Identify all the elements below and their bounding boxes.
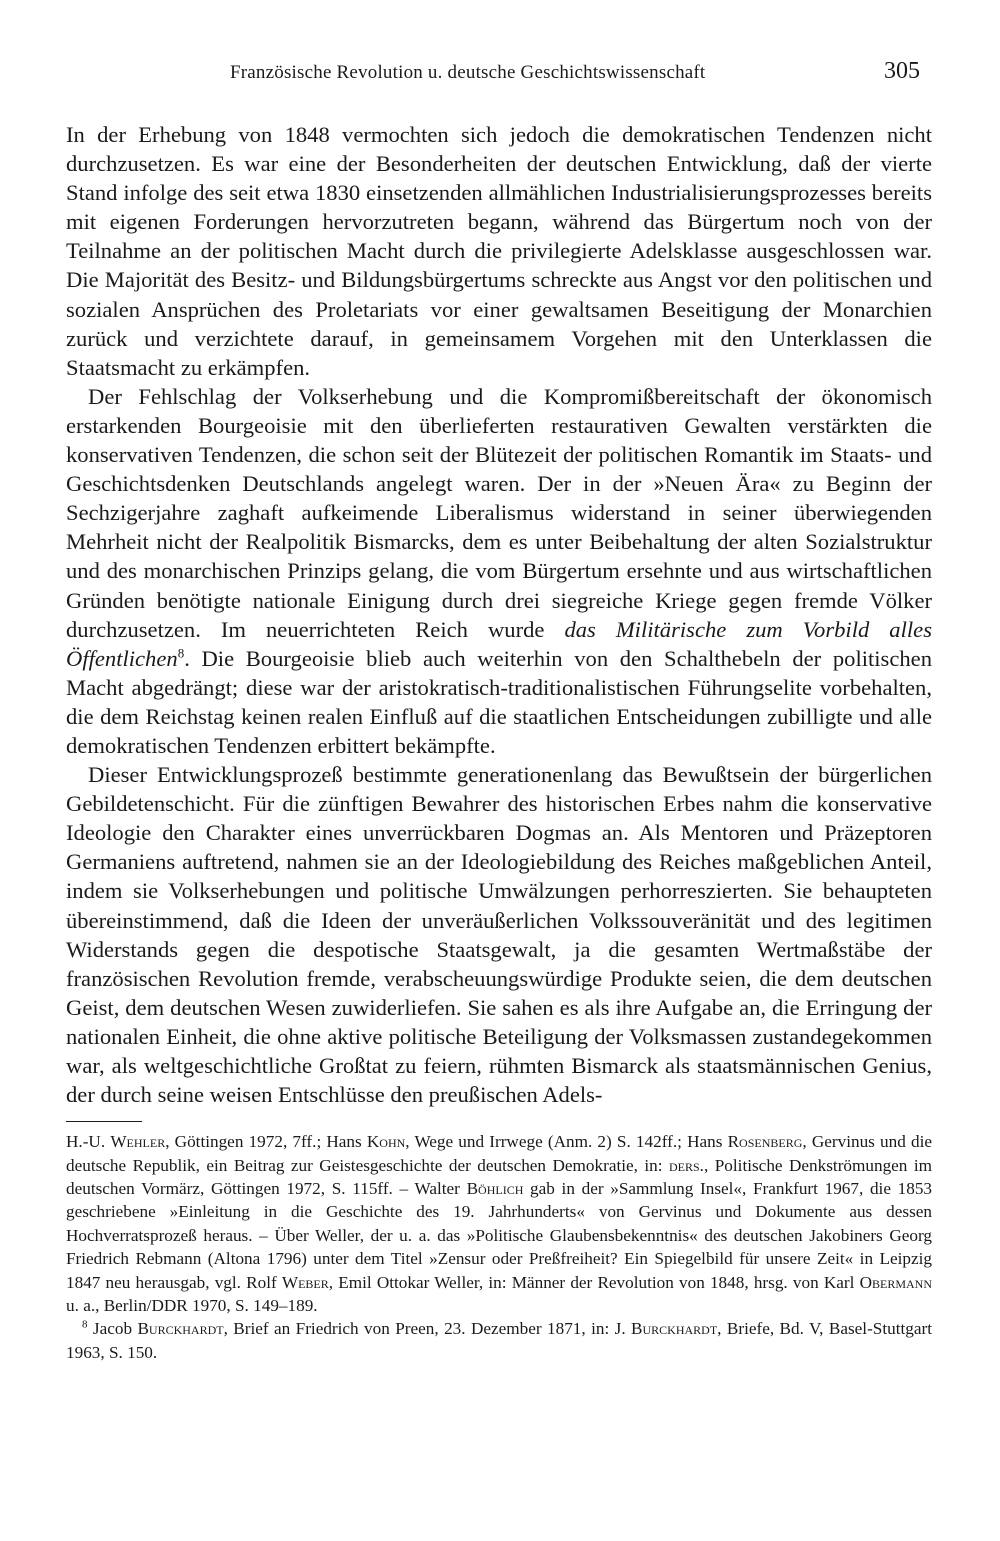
fn7-text: , Gervinus und die deutsche Republik, ein Beitrag zur Geistesgeschichte der deutschen Demokratie, in: [66,1132,932,1175]
fn7-author: Kohn [366,1132,406,1152]
fn8-text: , Briefe, Bd. V, Basel-Stuttgart 1963, S. 150. [66,1319,932,1362]
paragraph-2 [66,382,932,760]
fn7-text: , Emil Ottokar Weller, in: Männer der Revolution von 1848, hrsg. von Karl [328,1272,860,1292]
fn7-author: Rosenberg [727,1132,803,1152]
fn8-text: , Brief an Friedrich von Preen, 23. Dezember 1871, in: J. [223,1319,632,1339]
paragraph-2-quote: das Militärische zum Vorbild alles Öffentlichen [66,616,932,671]
fn7-author: Böhlich [466,1179,524,1198]
footnote-7-continued [66,1130,932,1317]
fn7-author: Weber [281,1272,329,1292]
running-title: Französische Revolution u. deutsche Geschichtswissenschaft [230,62,706,83]
fn7-author: Obermann [859,1272,932,1292]
paragraph-3: Dieser Entwicklungsprozeß bestimmte generationenlang das Bewußtsein der bürgerlichen Gebildetenschicht. Für die zünftigen Bewahrer des historischen Erbes nahm die konservative Ideologie den Charakter eines unverrückbaren Dogmas an. Als Mentoren und Präzeptoren Germaniens auftretend, nahmen sie an der Ideologiebildung des Reiches maßgeblichen Anteil, indem sie Volkserhebungen und politische Umwälzungen perhorreszierten. Sie behaupteten übereinstimmend, daß die Ideen der unveräußerlichen Volkssouveränität und des legitimen Widerstands gegen die despotische Staatsgewalt, ja die gesamten Wertmaßstäbe der französischen Revolution fremde, verabscheuungswürdige Produkte seien, die dem deutschen Geist, dem deutschen Wesen zuwiderliefen. Sie sahen es als ihre Aufgabe an, die Erringung der nationalen Einheit, die ohne aktive politische Beteiligung der Volksmassen zustandegekommen war, als weltgeschichtliche Großtat zu feiern, rühmten Bismarck als staatsmännischen Genius, der durch seine weisen Entschlüsse den preußischen Adels- [66,762,932,1108]
fn7-text: , Wege und Irrwege (Anm. 2) S. 142ff.; Hans [405,1132,728,1152]
footnote-rule [66,1121,142,1122]
footnote-ref-8: 8 [177,645,185,661]
fn8-text: Jacob [87,1319,138,1339]
footnote-8 [66,1317,932,1364]
paragraph-2-text-b: . Die Bourgeoisie blieb auch weiterhin von den Schalthebeln der politischen Macht abgedrängt; diese war der aristokratisch-traditionalistischen Führungselite vorbehalten, die dem Reichstag keinen realen Einfluß auf die staatlichen Entscheidungen zubilligte und alle demokratischen Tendenzen erbittert bekämpfte. [66,645,932,758]
footnote-8-number: 8 [82,1318,88,1331]
fn7-author: ders. [669,1155,704,1175]
body-text [66,120,932,1109]
paragraph-2-text-a: Der Fehlschlag der Volkserhebung und die Kompromißbereitschaft der ökonomisch erstarkenden Bourgeoisie mit den überlieferten restaurativen Gewalten verstärkten die konservativen Tendenzen, die schon seit der Blütezeit der politischen Romantik im Staats- und Geschichtsdenken Deutschlands angelegt waren. Der in der »Neuen Ära« zu Beginn der Sechzigerjahre zaghaft aufkeimende Liberalismus widerstand in seiner überwiegenden Mehrheit nicht der Realpolitik Bismarcks, dem es unter Beibehaltung der alten Sozialstruktur und des monarchischen Prinzips gelang, die vom Bürgertum ersehnte und aus wirtschaftlichen Gründen benötigte nationale Einigung durch drei siegreiche Kriege gegen fremde Völker durchzusetzen. Im neuerrichteten Reich wurde [66,383,932,642]
fn7-text: gab in der »Sammlung Insel«, Frankfurt 1967, die 1853 geschriebene »Einleitung in die Geschichte des 19. Jahrhunderts« von Gervinus und Dokumente aus dessen Hochverratsprozeß heraus. – Über Weller, der u. a. das »Politische Glaubensbekenntnis« des deutschen Jakobiners Georg Friedrich Rebmann (Altona 1796) unter dem Titel »Zensur oder Preßfreiheit? Ein Spiegelbild für unsere Zeit« in Leipzig 1847 neu herausgab, vgl. Rolf [66,1179,933,1292]
paragraph-1: In der Erhebung von 1848 vermochten sich jedoch die demokratischen Tendenzen nicht durchzusetzen. Es war eine der Besonderheiten der deutschen Entwicklung, daß der vierte Stand infolge des seit etwa 1830 einsetzenden allmählichen Industrialisierungsprozesses bereits mit eigenen Forderungen hervorzutreten begann, während das Bürgertum noch von der Teilnahme an der politischen Macht durch die privilegierte Adelsklasse ausgeschlossen war. Die Majorität des Besitz- und Bildungsbürgertums schreckte aus Angst vor den politischen und sozialen Ansprüchen des Proletariats vor einer gewaltsamen Beseitigung der Monarchien zurück und verzichtete darauf, in gemeinsamem Vorgehen mit den Unterklassen die Staatsmacht zu erkämpfen. [66,122,932,380]
footnotes [66,1130,932,1364]
book-page [66,58,932,1364]
fn7-text: u. a., Berlin/DDR 1970, S. 149–189. [66,1296,318,1316]
fn7-text: H.-U. [66,1132,111,1152]
page-number: 305 [884,58,920,84]
fn8-author: Burckhardt [137,1319,224,1339]
running-head [66,58,932,94]
fn7-author: Wehler [110,1132,166,1152]
fn7-text: , Göttingen 1972, 7ff.; Hans [165,1132,367,1152]
fn8-author: Burckhardt [631,1319,718,1339]
fn7-text: , Politische Denkströmungen im deutschen Vormärz, Göttingen 1972, S. 115ff. – Walter [66,1155,932,1198]
